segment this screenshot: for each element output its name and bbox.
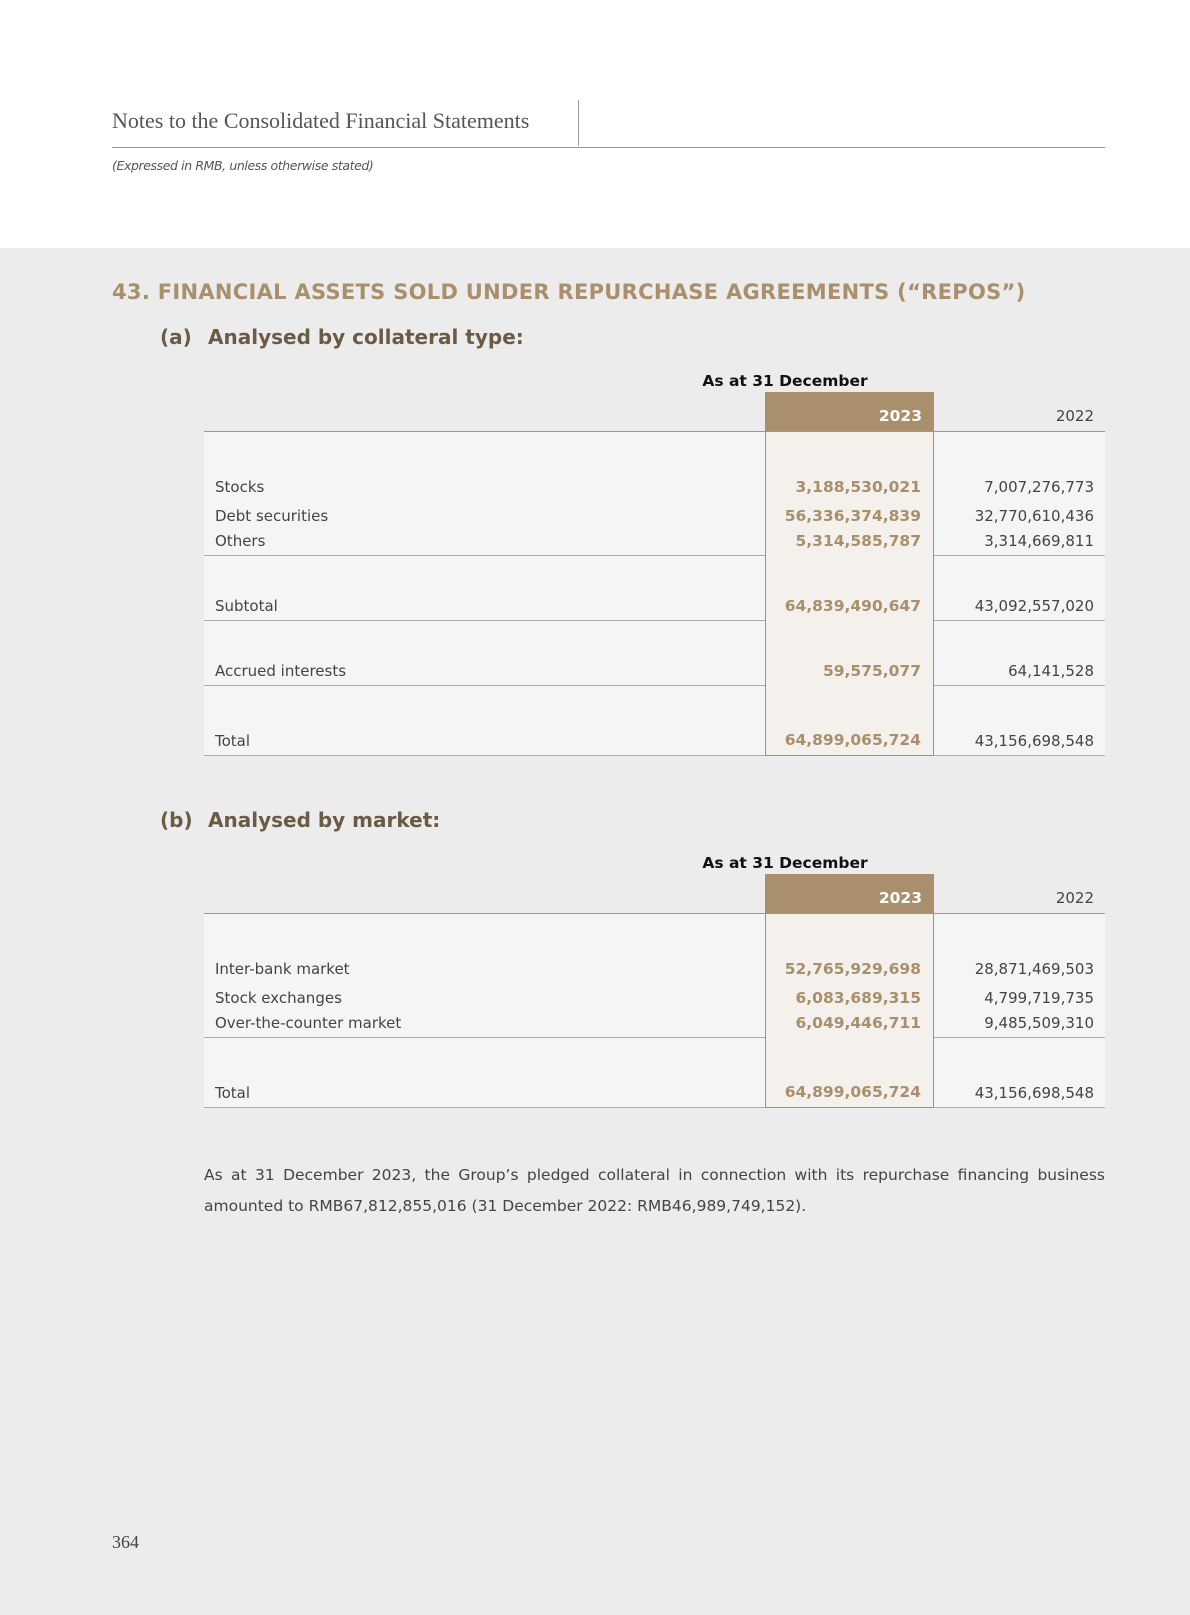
- col-2022: 2022: [1055, 889, 1094, 907]
- table-row: Subtotal 64,839,490,647 43,092,557,020: [204, 596, 1105, 621]
- page-number: 364: [112, 1532, 139, 1552]
- table-header-row: [204, 392, 1105, 432]
- table-row: Others 5,314,585,787 3,314,669,811: [204, 530, 1105, 556]
- collateral-note: As at 31 December 2023, the Group’s pledged collateral in connection with its repurchase financing business amounted to RMB67,812,855,016 (31 December 2022: RMB46,989,749,152).: [204, 1166, 1105, 1215]
- market-table: [204, 874, 1105, 1108]
- table-row-total: Total 64,899,065,724 43,156,698,548: [204, 1078, 1105, 1108]
- section-title: 43. FINANCIAL ASSETS SOLD UNDER REPURCHASE AGREEMENTS (“REPOS”): [112, 280, 1026, 304]
- subsection-number: (b): [160, 808, 193, 832]
- divider: [578, 100, 579, 146]
- as-at-header: As at 31 December: [702, 372, 868, 390]
- subsection-label: Analysed by market:: [208, 808, 441, 832]
- table-header-row: [204, 874, 1105, 914]
- table-row: Debt securities 56,336,374,839 32,770,610,436: [204, 501, 1105, 530]
- col-2023: 2023: [765, 392, 934, 431]
- table-row: Accrued interests 59,575,077 64,141,528: [204, 661, 1105, 686]
- table-row: Inter-bank market 52,765,929,698 28,871,469,503: [204, 954, 1105, 983]
- subsection-number: (a): [160, 325, 192, 349]
- table-row: Stock exchanges 6,083,689,315 4,799,719,735: [204, 983, 1105, 1012]
- currency-note: (Expressed in RMB, unless otherwise stated): [112, 158, 374, 173]
- collateral-table: [204, 392, 1105, 756]
- running-title: Notes to the Consolidated Financial Statements: [112, 108, 530, 133]
- table-row: Stocks 3,188,530,021 7,007,276,773: [204, 472, 1105, 501]
- as-at-header: As at 31 December: [702, 854, 868, 872]
- col-2023: 2023: [765, 874, 934, 913]
- subsection-a-title: [160, 325, 524, 349]
- col-2022: 2022: [1055, 407, 1094, 425]
- table-row: Over-the-counter market 6,049,446,711 9,485,509,310: [204, 1012, 1105, 1038]
- subsection-b-title: [160, 808, 440, 832]
- subsection-label: Analysed by collateral type:: [208, 325, 524, 349]
- divider: [112, 147, 1105, 148]
- table-row-total: Total 64,899,065,724 43,156,698,548: [204, 726, 1105, 756]
